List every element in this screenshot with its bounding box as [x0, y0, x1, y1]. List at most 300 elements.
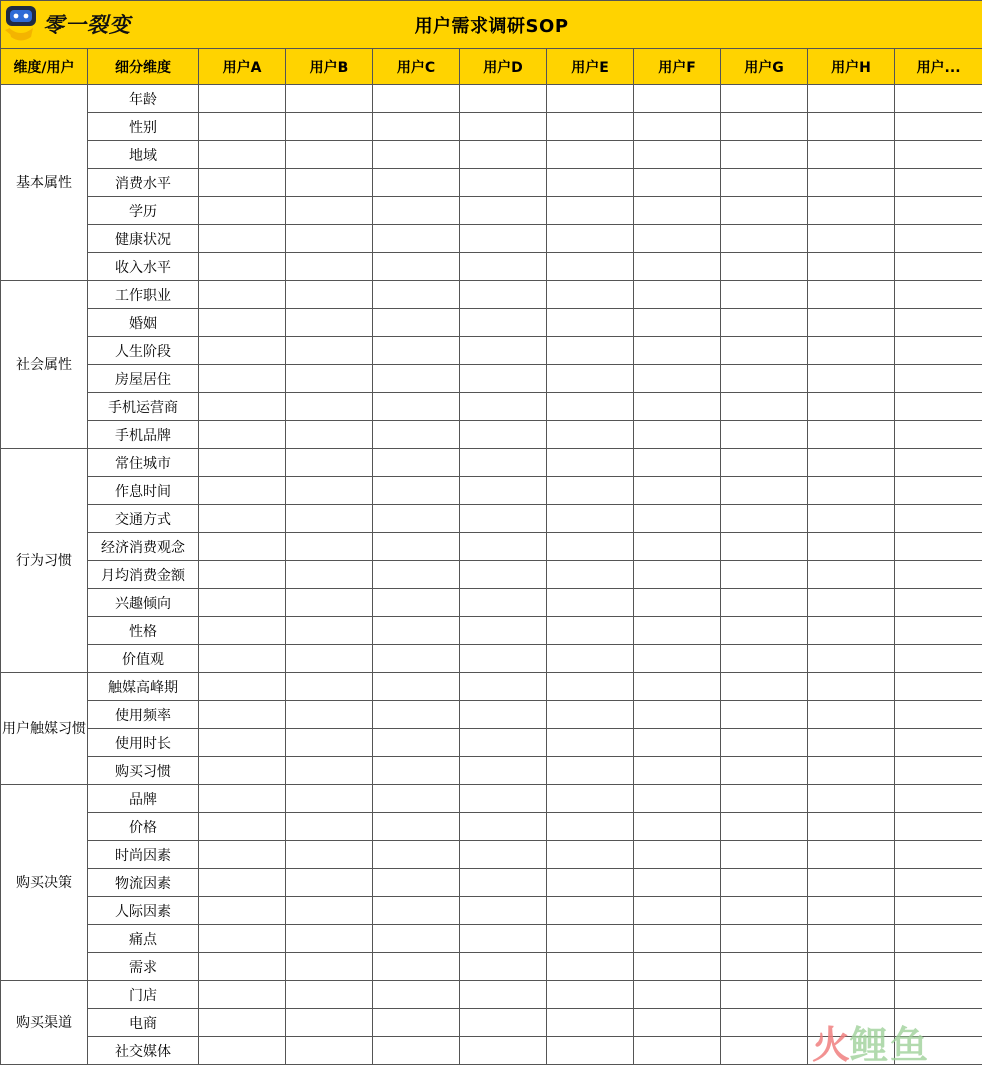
user-answer-cell[interactable]	[199, 85, 286, 113]
user-answer-cell[interactable]	[895, 449, 982, 477]
user-answer-cell[interactable]	[547, 617, 634, 645]
user-answer-cell[interactable]	[808, 953, 895, 981]
user-answer-cell[interactable]	[808, 141, 895, 169]
user-answer-cell[interactable]	[286, 673, 373, 701]
user-answer-cell[interactable]	[895, 85, 982, 113]
user-answer-cell[interactable]	[286, 953, 373, 981]
user-answer-cell[interactable]	[547, 393, 634, 421]
user-answer-cell[interactable]	[634, 589, 721, 617]
user-answer-cell[interactable]	[373, 393, 460, 421]
user-answer-cell[interactable]	[634, 701, 721, 729]
user-answer-cell[interactable]	[895, 505, 982, 533]
user-answer-cell[interactable]	[286, 1009, 373, 1037]
user-answer-cell[interactable]	[199, 197, 286, 225]
user-answer-cell[interactable]	[460, 225, 547, 253]
user-answer-cell[interactable]	[460, 393, 547, 421]
user-answer-cell[interactable]	[199, 393, 286, 421]
user-answer-cell[interactable]	[721, 1009, 808, 1037]
user-answer-cell[interactable]	[460, 645, 547, 673]
user-answer-cell[interactable]	[373, 421, 460, 449]
user-answer-cell[interactable]	[547, 365, 634, 393]
user-answer-cell[interactable]	[373, 785, 460, 813]
user-answer-cell[interactable]	[634, 281, 721, 309]
user-answer-cell[interactable]	[373, 701, 460, 729]
user-answer-cell[interactable]	[721, 225, 808, 253]
user-answer-cell[interactable]	[373, 365, 460, 393]
user-answer-cell[interactable]	[286, 169, 373, 197]
user-answer-cell[interactable]	[547, 337, 634, 365]
user-answer-cell[interactable]	[721, 113, 808, 141]
user-answer-cell[interactable]	[634, 113, 721, 141]
user-answer-cell[interactable]	[634, 757, 721, 785]
user-answer-cell[interactable]	[895, 365, 982, 393]
user-answer-cell[interactable]	[373, 841, 460, 869]
user-answer-cell[interactable]	[199, 841, 286, 869]
user-answer-cell[interactable]	[808, 981, 895, 1009]
user-answer-cell[interactable]	[634, 85, 721, 113]
user-answer-cell[interactable]	[895, 617, 982, 645]
user-answer-cell[interactable]	[373, 533, 460, 561]
user-answer-cell[interactable]	[547, 561, 634, 589]
user-answer-cell[interactable]	[286, 869, 373, 897]
user-answer-cell[interactable]	[373, 449, 460, 477]
user-answer-cell[interactable]	[547, 1037, 634, 1065]
user-answer-cell[interactable]	[199, 141, 286, 169]
user-answer-cell[interactable]	[286, 757, 373, 785]
user-answer-cell[interactable]	[199, 981, 286, 1009]
user-answer-cell[interactable]	[895, 925, 982, 953]
user-answer-cell[interactable]	[895, 813, 982, 841]
user-answer-cell[interactable]	[721, 841, 808, 869]
user-answer-cell[interactable]	[721, 393, 808, 421]
user-answer-cell[interactable]	[547, 141, 634, 169]
user-answer-cell[interactable]	[721, 421, 808, 449]
user-answer-cell[interactable]	[286, 477, 373, 505]
user-answer-cell[interactable]	[808, 561, 895, 589]
user-answer-cell[interactable]	[547, 757, 634, 785]
user-answer-cell[interactable]	[199, 673, 286, 701]
user-answer-cell[interactable]	[808, 925, 895, 953]
user-answer-cell[interactable]	[721, 589, 808, 617]
user-answer-cell[interactable]	[460, 477, 547, 505]
user-answer-cell[interactable]	[547, 477, 634, 505]
user-answer-cell[interactable]	[286, 281, 373, 309]
user-answer-cell[interactable]	[286, 1037, 373, 1065]
user-answer-cell[interactable]	[286, 981, 373, 1009]
user-answer-cell[interactable]	[547, 421, 634, 449]
user-answer-cell[interactable]	[721, 757, 808, 785]
user-answer-cell[interactable]	[721, 85, 808, 113]
user-answer-cell[interactable]	[634, 561, 721, 589]
user-answer-cell[interactable]	[460, 169, 547, 197]
user-answer-cell[interactable]	[547, 897, 634, 925]
user-answer-cell[interactable]	[634, 869, 721, 897]
user-answer-cell[interactable]	[547, 169, 634, 197]
user-answer-cell[interactable]	[460, 673, 547, 701]
user-answer-cell[interactable]	[634, 673, 721, 701]
user-answer-cell[interactable]	[634, 421, 721, 449]
user-answer-cell[interactable]	[895, 197, 982, 225]
user-answer-cell[interactable]	[460, 617, 547, 645]
user-answer-cell[interactable]	[634, 617, 721, 645]
user-answer-cell[interactable]	[808, 169, 895, 197]
user-answer-cell[interactable]	[286, 533, 373, 561]
user-answer-cell[interactable]	[721, 1037, 808, 1065]
user-answer-cell[interactable]	[547, 309, 634, 337]
user-answer-cell[interactable]	[634, 337, 721, 365]
user-answer-cell[interactable]	[286, 85, 373, 113]
user-answer-cell[interactable]	[808, 365, 895, 393]
user-answer-cell[interactable]	[895, 701, 982, 729]
user-answer-cell[interactable]	[808, 617, 895, 645]
user-answer-cell[interactable]	[286, 253, 373, 281]
user-answer-cell[interactable]	[460, 197, 547, 225]
user-answer-cell[interactable]	[286, 505, 373, 533]
user-answer-cell[interactable]	[895, 421, 982, 449]
user-answer-cell[interactable]	[199, 729, 286, 757]
user-answer-cell[interactable]	[460, 981, 547, 1009]
user-answer-cell[interactable]	[199, 757, 286, 785]
user-answer-cell[interactable]	[286, 309, 373, 337]
user-answer-cell[interactable]	[808, 393, 895, 421]
user-answer-cell[interactable]	[895, 393, 982, 421]
user-answer-cell[interactable]	[286, 645, 373, 673]
user-answer-cell[interactable]	[460, 729, 547, 757]
user-answer-cell[interactable]	[547, 1009, 634, 1037]
user-answer-cell[interactable]	[895, 337, 982, 365]
user-answer-cell[interactable]	[460, 925, 547, 953]
user-answer-cell[interactable]	[373, 337, 460, 365]
user-answer-cell[interactable]	[634, 813, 721, 841]
user-answer-cell[interactable]	[373, 981, 460, 1009]
user-answer-cell[interactable]	[547, 253, 634, 281]
user-answer-cell[interactable]	[547, 113, 634, 141]
user-answer-cell[interactable]	[808, 449, 895, 477]
user-answer-cell[interactable]	[373, 925, 460, 953]
user-answer-cell[interactable]	[199, 701, 286, 729]
user-answer-cell[interactable]	[895, 953, 982, 981]
user-answer-cell[interactable]	[547, 197, 634, 225]
user-answer-cell[interactable]	[373, 253, 460, 281]
user-answer-cell[interactable]	[460, 561, 547, 589]
user-answer-cell[interactable]	[895, 841, 982, 869]
user-answer-cell[interactable]	[460, 309, 547, 337]
user-answer-cell[interactable]	[199, 813, 286, 841]
user-answer-cell[interactable]	[895, 645, 982, 673]
user-answer-cell[interactable]	[199, 449, 286, 477]
user-answer-cell[interactable]	[634, 393, 721, 421]
user-answer-cell[interactable]	[460, 701, 547, 729]
user-answer-cell[interactable]	[547, 449, 634, 477]
user-answer-cell[interactable]	[808, 477, 895, 505]
user-answer-cell[interactable]	[199, 253, 286, 281]
user-answer-cell[interactable]	[895, 477, 982, 505]
user-answer-cell[interactable]	[373, 141, 460, 169]
user-answer-cell[interactable]	[373, 561, 460, 589]
user-answer-cell[interactable]	[808, 85, 895, 113]
user-answer-cell[interactable]	[808, 505, 895, 533]
user-answer-cell[interactable]	[547, 841, 634, 869]
user-answer-cell[interactable]	[460, 785, 547, 813]
user-answer-cell[interactable]	[373, 225, 460, 253]
user-answer-cell[interactable]	[634, 225, 721, 253]
user-answer-cell[interactable]	[547, 981, 634, 1009]
user-answer-cell[interactable]	[460, 365, 547, 393]
user-answer-cell[interactable]	[721, 925, 808, 953]
user-answer-cell[interactable]	[373, 169, 460, 197]
user-answer-cell[interactable]	[721, 337, 808, 365]
user-answer-cell[interactable]	[634, 169, 721, 197]
user-answer-cell[interactable]	[286, 197, 373, 225]
user-answer-cell[interactable]	[634, 505, 721, 533]
user-answer-cell[interactable]	[721, 953, 808, 981]
user-answer-cell[interactable]	[547, 533, 634, 561]
user-answer-cell[interactable]	[895, 561, 982, 589]
user-answer-cell[interactable]	[721, 897, 808, 925]
user-answer-cell[interactable]	[895, 169, 982, 197]
user-answer-cell[interactable]	[721, 141, 808, 169]
user-answer-cell[interactable]	[286, 729, 373, 757]
user-answer-cell[interactable]	[547, 813, 634, 841]
user-answer-cell[interactable]	[721, 477, 808, 505]
user-answer-cell[interactable]	[286, 897, 373, 925]
user-answer-cell[interactable]	[721, 673, 808, 701]
user-answer-cell[interactable]	[634, 1037, 721, 1065]
user-answer-cell[interactable]	[895, 589, 982, 617]
user-answer-cell[interactable]	[199, 925, 286, 953]
user-answer-cell[interactable]	[808, 813, 895, 841]
user-answer-cell[interactable]	[373, 197, 460, 225]
user-answer-cell[interactable]	[199, 365, 286, 393]
user-answer-cell[interactable]	[286, 113, 373, 141]
user-answer-cell[interactable]	[460, 449, 547, 477]
user-answer-cell[interactable]	[547, 505, 634, 533]
user-answer-cell[interactable]	[808, 337, 895, 365]
user-answer-cell[interactable]	[373, 281, 460, 309]
user-answer-cell[interactable]	[895, 281, 982, 309]
user-answer-cell[interactable]	[895, 897, 982, 925]
user-answer-cell[interactable]	[721, 701, 808, 729]
user-answer-cell[interactable]	[895, 981, 982, 1009]
user-answer-cell[interactable]	[895, 785, 982, 813]
user-answer-cell[interactable]	[373, 85, 460, 113]
user-answer-cell[interactable]	[286, 925, 373, 953]
user-answer-cell[interactable]	[199, 169, 286, 197]
user-answer-cell[interactable]	[808, 113, 895, 141]
user-answer-cell[interactable]	[721, 813, 808, 841]
user-answer-cell[interactable]	[286, 785, 373, 813]
user-answer-cell[interactable]	[460, 421, 547, 449]
user-answer-cell[interactable]	[199, 617, 286, 645]
user-answer-cell[interactable]	[808, 785, 895, 813]
user-answer-cell[interactable]	[721, 785, 808, 813]
user-answer-cell[interactable]	[286, 393, 373, 421]
user-answer-cell[interactable]	[895, 225, 982, 253]
user-answer-cell[interactable]	[721, 449, 808, 477]
user-answer-cell[interactable]	[721, 617, 808, 645]
user-answer-cell[interactable]	[547, 589, 634, 617]
user-answer-cell[interactable]	[634, 197, 721, 225]
user-answer-cell[interactable]	[547, 701, 634, 729]
user-answer-cell[interactable]	[373, 617, 460, 645]
user-answer-cell[interactable]	[199, 225, 286, 253]
user-answer-cell[interactable]	[460, 253, 547, 281]
user-answer-cell[interactable]	[373, 113, 460, 141]
user-answer-cell[interactable]	[634, 729, 721, 757]
user-answer-cell[interactable]	[721, 561, 808, 589]
user-answer-cell[interactable]	[373, 869, 460, 897]
user-answer-cell[interactable]	[895, 757, 982, 785]
user-answer-cell[interactable]	[199, 421, 286, 449]
user-answer-cell[interactable]	[373, 729, 460, 757]
user-answer-cell[interactable]	[460, 757, 547, 785]
user-answer-cell[interactable]	[460, 85, 547, 113]
user-answer-cell[interactable]	[373, 309, 460, 337]
user-answer-cell[interactable]	[547, 225, 634, 253]
user-answer-cell[interactable]	[460, 813, 547, 841]
user-answer-cell[interactable]	[199, 645, 286, 673]
user-answer-cell[interactable]	[547, 645, 634, 673]
user-answer-cell[interactable]	[808, 757, 895, 785]
user-answer-cell[interactable]	[373, 813, 460, 841]
user-answer-cell[interactable]	[460, 1037, 547, 1065]
user-answer-cell[interactable]	[199, 897, 286, 925]
user-answer-cell[interactable]	[460, 505, 547, 533]
user-answer-cell[interactable]	[721, 197, 808, 225]
user-answer-cell[interactable]	[286, 589, 373, 617]
user-answer-cell[interactable]	[634, 365, 721, 393]
user-answer-cell[interactable]	[547, 785, 634, 813]
user-answer-cell[interactable]	[895, 309, 982, 337]
user-answer-cell[interactable]	[286, 421, 373, 449]
user-answer-cell[interactable]	[286, 449, 373, 477]
user-answer-cell[interactable]	[634, 1009, 721, 1037]
user-answer-cell[interactable]	[634, 141, 721, 169]
user-answer-cell[interactable]	[199, 1009, 286, 1037]
user-answer-cell[interactable]	[634, 253, 721, 281]
user-answer-cell[interactable]	[634, 897, 721, 925]
user-answer-cell[interactable]	[808, 1009, 895, 1037]
user-answer-cell[interactable]	[721, 645, 808, 673]
user-answer-cell[interactable]	[286, 841, 373, 869]
user-answer-cell[interactable]	[460, 897, 547, 925]
user-answer-cell[interactable]	[808, 197, 895, 225]
user-answer-cell[interactable]	[808, 225, 895, 253]
user-answer-cell[interactable]	[460, 953, 547, 981]
user-answer-cell[interactable]	[634, 981, 721, 1009]
user-answer-cell[interactable]	[460, 533, 547, 561]
user-answer-cell[interactable]	[808, 1037, 895, 1065]
user-answer-cell[interactable]	[286, 365, 373, 393]
user-answer-cell[interactable]	[460, 1009, 547, 1037]
user-answer-cell[interactable]	[634, 953, 721, 981]
user-answer-cell[interactable]	[895, 729, 982, 757]
user-answer-cell[interactable]	[808, 589, 895, 617]
user-answer-cell[interactable]	[199, 281, 286, 309]
user-answer-cell[interactable]	[547, 925, 634, 953]
user-answer-cell[interactable]	[460, 113, 547, 141]
user-answer-cell[interactable]	[895, 253, 982, 281]
user-answer-cell[interactable]	[199, 953, 286, 981]
user-answer-cell[interactable]	[895, 1009, 982, 1037]
user-answer-cell[interactable]	[547, 281, 634, 309]
user-answer-cell[interactable]	[634, 309, 721, 337]
user-answer-cell[interactable]	[808, 729, 895, 757]
user-answer-cell[interactable]	[373, 589, 460, 617]
user-answer-cell[interactable]	[199, 533, 286, 561]
user-answer-cell[interactable]	[199, 337, 286, 365]
user-answer-cell[interactable]	[808, 309, 895, 337]
user-answer-cell[interactable]	[373, 477, 460, 505]
user-answer-cell[interactable]	[199, 113, 286, 141]
user-answer-cell[interactable]	[547, 729, 634, 757]
user-answer-cell[interactable]	[373, 897, 460, 925]
user-answer-cell[interactable]	[460, 141, 547, 169]
user-answer-cell[interactable]	[286, 701, 373, 729]
user-answer-cell[interactable]	[547, 85, 634, 113]
user-answer-cell[interactable]	[808, 253, 895, 281]
user-answer-cell[interactable]	[634, 925, 721, 953]
user-answer-cell[interactable]	[808, 897, 895, 925]
user-answer-cell[interactable]	[286, 141, 373, 169]
user-answer-cell[interactable]	[286, 337, 373, 365]
user-answer-cell[interactable]	[460, 281, 547, 309]
user-answer-cell[interactable]	[808, 701, 895, 729]
user-answer-cell[interactable]	[460, 841, 547, 869]
user-answer-cell[interactable]	[634, 449, 721, 477]
user-answer-cell[interactable]	[547, 869, 634, 897]
user-answer-cell[interactable]	[199, 309, 286, 337]
user-answer-cell[interactable]	[634, 841, 721, 869]
user-answer-cell[interactable]	[634, 645, 721, 673]
user-answer-cell[interactable]	[547, 953, 634, 981]
user-answer-cell[interactable]	[286, 225, 373, 253]
user-answer-cell[interactable]	[634, 477, 721, 505]
user-answer-cell[interactable]	[808, 673, 895, 701]
user-answer-cell[interactable]	[895, 1037, 982, 1065]
user-answer-cell[interactable]	[721, 533, 808, 561]
user-answer-cell[interactable]	[460, 589, 547, 617]
user-answer-cell[interactable]	[721, 309, 808, 337]
user-answer-cell[interactable]	[808, 533, 895, 561]
user-answer-cell[interactable]	[808, 281, 895, 309]
user-answer-cell[interactable]	[373, 505, 460, 533]
user-answer-cell[interactable]	[286, 617, 373, 645]
user-answer-cell[interactable]	[721, 729, 808, 757]
user-answer-cell[interactable]	[460, 869, 547, 897]
user-answer-cell[interactable]	[199, 785, 286, 813]
user-answer-cell[interactable]	[895, 869, 982, 897]
user-answer-cell[interactable]	[634, 533, 721, 561]
user-answer-cell[interactable]	[547, 673, 634, 701]
user-answer-cell[interactable]	[373, 953, 460, 981]
user-answer-cell[interactable]	[721, 281, 808, 309]
user-answer-cell[interactable]	[808, 421, 895, 449]
user-answer-cell[interactable]	[286, 813, 373, 841]
user-answer-cell[interactable]	[373, 757, 460, 785]
user-answer-cell[interactable]	[199, 477, 286, 505]
user-answer-cell[interactable]	[895, 673, 982, 701]
user-answer-cell[interactable]	[895, 141, 982, 169]
user-answer-cell[interactable]	[199, 505, 286, 533]
user-answer-cell[interactable]	[721, 869, 808, 897]
user-answer-cell[interactable]	[721, 505, 808, 533]
user-answer-cell[interactable]	[199, 561, 286, 589]
user-answer-cell[interactable]	[808, 841, 895, 869]
user-answer-cell[interactable]	[895, 113, 982, 141]
user-answer-cell[interactable]	[634, 785, 721, 813]
user-answer-cell[interactable]	[199, 1037, 286, 1065]
